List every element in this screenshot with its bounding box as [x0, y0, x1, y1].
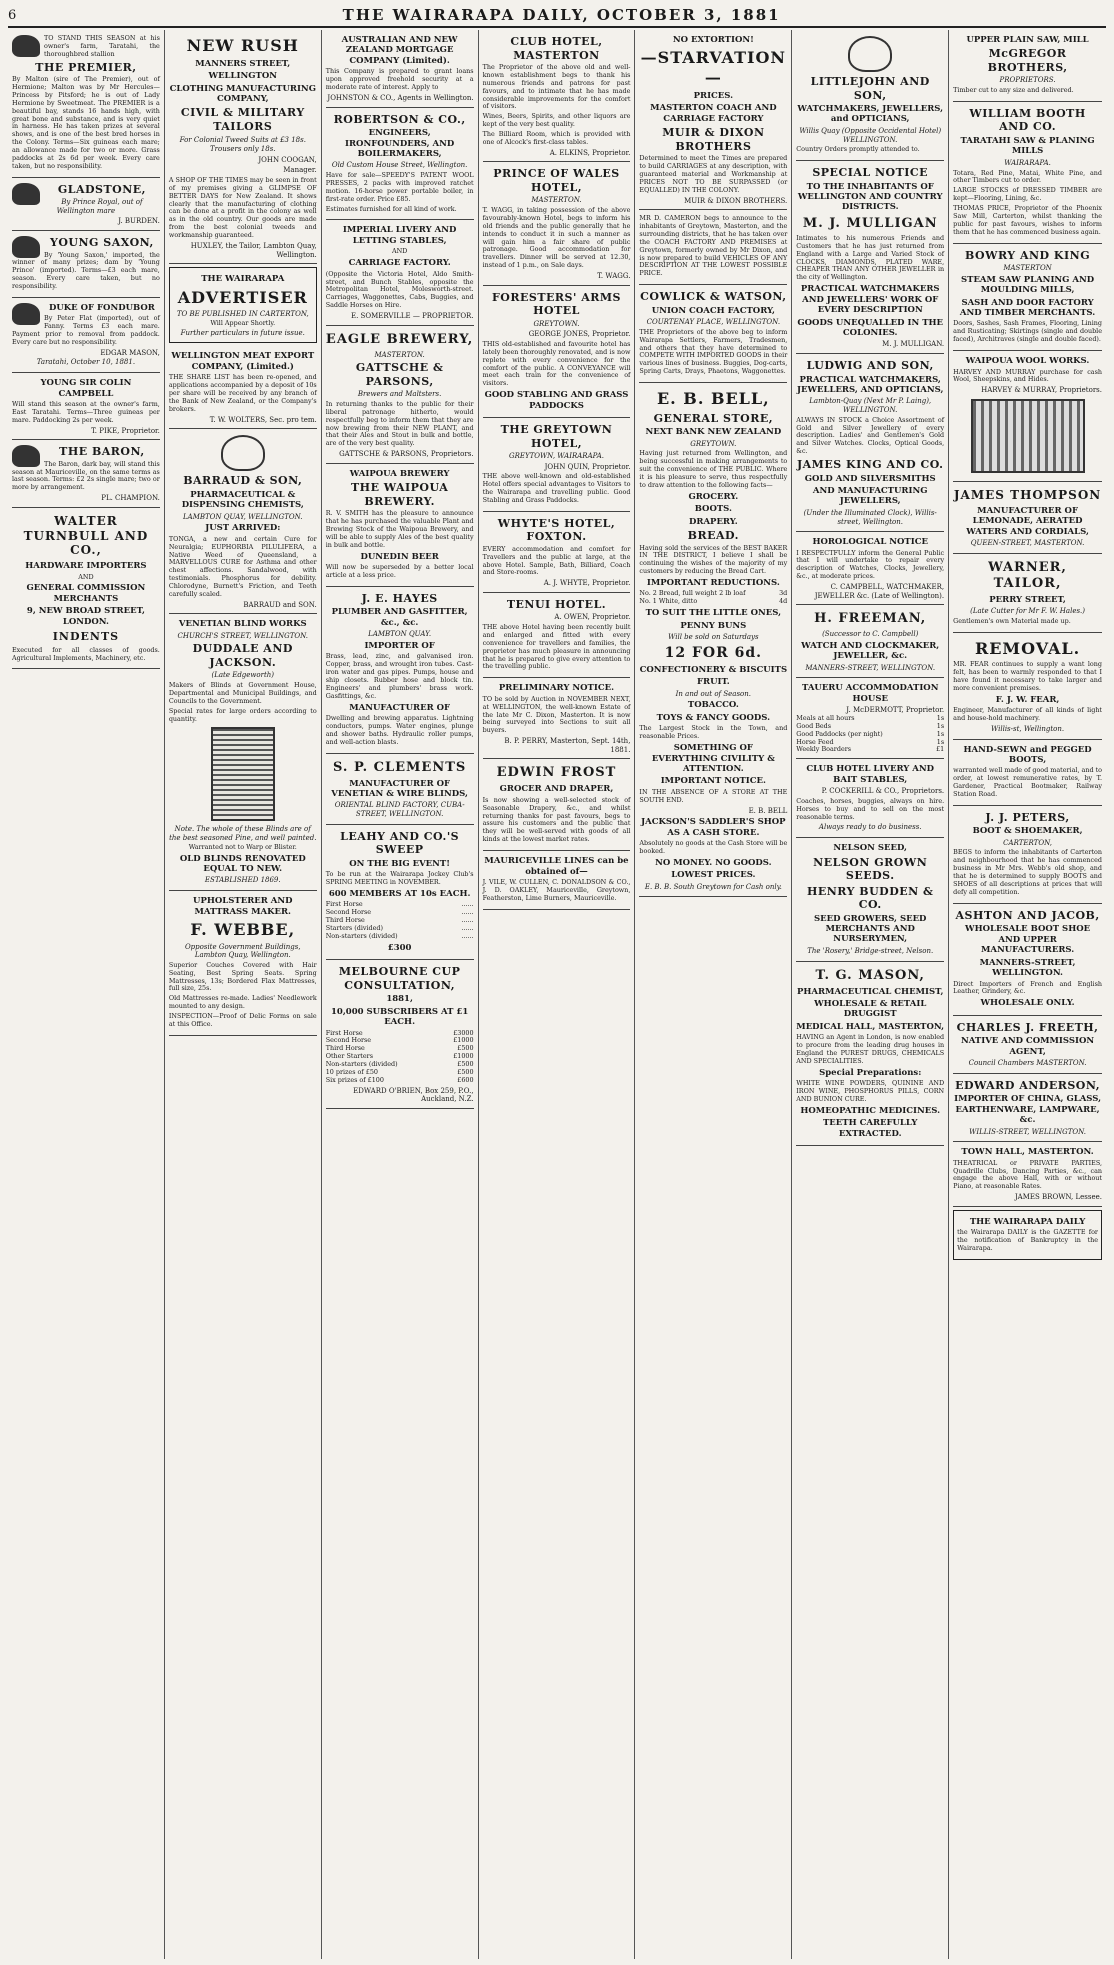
- horse-icon: [12, 445, 40, 467]
- ad-robertson: ROBERTSON & CO., ENGINEERS, IRONFOUNDERS, AND BOILERMAKERS, Old Custom House Street, Wellington. Have for sale—SPEEDY'S PATENT WOOL PRESSES, 2 packs with improved ratchet motion. 16-horse power portable boiler, in first-rate order. Price £85. Estimates furnished for all kind of work.: [326, 108, 474, 221]
- ad-ashton-jacob: ASHTON AND JACOB, WHOLESALE BOOT SHOE AND UPPER MANUFACTURERS. MANNERS-STREET, WELLINGTON. Direct Importers of French and English Leather, Grindery, &c. WHOLESALE ONLY.: [953, 904, 1102, 1016]
- horse-icon: [12, 35, 40, 57]
- ad-prince-of-wales-hotel: PRINCE OF WALES HOTEL, MASTERTON. T. WAGG, in taking possession of the above favourably-known Hotel, begs to inform his old friends and the public generally that he intends to conduct it in such a manner as will gain him a fair share of public patronage. Good accommodation for travellers. Dinner will be served at 12.30, instead of 1 p.m., on Sale days. T. WAGG.: [483, 162, 631, 285]
- prize-row: Second Horse ......: [325, 908, 474, 917]
- ad-cameron-coach: MR D. CAMERON begs to announce to the inhabitants of Greytown, Masterton, and the surrounding districts, that he has taken over the COACH FACTORY AND PREMISES at Greytown, formerly owned by Mr Dixon, and is now prepared to build VEHICLES OF ANY DESCRIPTION AT THE LOWEST POSSIBLE PRICE.: [639, 210, 787, 285]
- machinery-illustration: [971, 399, 1085, 473]
- ad-advertiser: THE WAIRARAPA ADVERTISER TO BE PUBLISHED IN CARTERTON, Will Appear Shortly. Further particulars in future issue.: [169, 267, 317, 343]
- price-row: Horse Feed 1s: [796, 737, 945, 746]
- column-6: [792, 30, 949, 1959]
- prize-row: Third Horse ......: [325, 916, 474, 925]
- horse-icon: [12, 303, 40, 325]
- ad-waipoua-brewery: WAIPOUA BREWERY THE WAIPOUA BREWERY. R. V. SMITH has the pleasure to announce that he has purchased the valuable Plant and Brewing Stock of the Waipoua Brewery, and will be able to supply Ales of the best quality in bulk and bottle. DUNEDIN BEER Will now be superseded by a better local article at a less price.: [326, 464, 474, 587]
- ad-ludwig: LUDWIG AND SON, PRACTICAL WATCHMAKERS, JEWELLERS, AND OPTICIANS, Lambton-Quay (Next Mr P. Laing), WELLINGTON. ALWAYS IN STOCK a Choice Assortment of Gold and Silver Jewellery of every description. Ladies' and Gentlemen's Gold and Silver Watches. Clocks, Optical Goods, &c. JAMES KING AND CO. GOLD AND SILVERSMITHS AND MANUFACTURING JEWELLERS, (Under the Illuminated Clock), Willis-street, Wellington.: [796, 354, 944, 532]
- ad-mason-chemist: T. G. MASON, PHARMACEUTICAL CHEMIST, WHOLESALE & RETAIL DRUGGIST MEDICAL HALL, MASTERTON, HAVING an Agent in London, is now enabled to procure from the leading drug houses in England the PUREST DRUGS, CHEMICALS AND SPECIALITIES. Special Preparations: WHITE WINE POWDERS, QUININE AND IRON WINE, PHOSPHORUS PILLS, CORN AND BUNION CURE. HOMEOPATHIC MEDICINES. TEETH CAREFULLY EXTRACTED.: [796, 962, 944, 1147]
- ad-freeth: CHARLES J. FREETH, NATIVE AND COMMISSION AGENT, Council Chambers MASTERTON.: [953, 1016, 1102, 1074]
- ad-william-booth: WILLIAM BOOTH AND CO. TARATAHI SAW & PLANING MILLS WAIRARAPA. Totara, Red Pine, Matai, White Pine, and other Timbers cut to order. LARGE STOCKS of DRESSED TIMBER are kept—Flooring, Lining, &c. THOMAS PRICE, Proprietor of the Phoenix Saw Mill, Carterton, whilst thanking the public for past favours, wishes to inform them that he has commenced business again.: [953, 102, 1102, 244]
- price-row: No. 1 White, ditto 4d: [639, 597, 788, 606]
- ad-preliminary-notice: PRELIMINARY NOTICE. TO be sold by Auction in NOVEMBER NEXT, at WELLINGTON, the well-known Estate of the late Mr C. Dixon, Masterton. It is now being surveyed into Sections to suit all buyers. B. P. PERRY, Masterton, Sept. 14th, 1881.: [483, 678, 631, 759]
- ad-baron: THE BARON, The Baron, dark bay, will stand this season at Mauriceville, on the same terms as last season. Terms: £2 2s single mare; two or more by arrangement. PL. CHAMPION.: [12, 440, 160, 508]
- ad-cowlick-watson: COWLICK & WATSON, UNION COACH FACTORY, COURTENAY PLACE, WELLINGTON. THE Proprietors of the above beg to inform Wairarapa Settlers, Farmers, Tradesmen, and others that they have determined to COMPETE WITH IMPORTED GOODS in their various lines of business. Buggies, Dog-carts, Spring Carts, Drays, Phaetons, Waggonettes.: [639, 285, 787, 383]
- page-number: 6: [8, 7, 18, 23]
- ad-anderson: EDWARD ANDERSON, IMPORTER OF CHINA, GLASS, EARTHENWARE, LAMPWARE, &c. WILLIS-STREET, WELLINGTON.: [953, 1074, 1102, 1142]
- ad-meat-export: WELLINGTON MEAT EXPORT COMPANY, (Limited.) THE SHARE LIST has been re-opened, and applications accompanied by a deposit of 10s per share will be received by any branch of the Bank of New Zealand, or the Company's brokers. T. W. WOLTERS, Sec. pro tem.: [169, 346, 317, 429]
- ad-eagle-brewery: EAGLE BREWERY, MASTERTON. GATTSCHE & PARSONS, Brewers and Maltsters. In returning thanks to the public for their liberal patronage hitherto, would respectfully beg to inform them that they are now brewing from their NEW PLANT, and that their Ales and Stout in bulk and bottle, are of the very best quality. GATTSCHE & PARSONS, Proprietors.: [326, 326, 474, 464]
- ad-new-rush: NEW RUSH MANNERS STREET, WELLINGTON CLOTHING MANUFACTURING COMPANY, CIVIL & MILITARY TAILORS For Colonial Tweed Suits at £3 18s. Trousers only 18s. JOHN COOGAN, Manager. A SHOP OF THE TIMES may be seen in front of my premises giving a GLIMPSE OF BETTER DAYS for New Zealand. It shows clearly that the manufacturing of clothing can be done at a profit in the colony as well as in the old country. Our goods are made from the best colonial tweeds and workmanship guaranteed. HUXLEY, the Tailor, Lambton Quay, Wellington.: [169, 30, 317, 264]
- ad-young-saxon: YOUNG SAXON, By 'Young Saxon,' imported, the winner of many prizes; dam by 'Young Prince' (imported). Terms—£3 each mare, season. Every care taken, but no responsibility.: [12, 231, 160, 298]
- column-2: [165, 30, 322, 1959]
- price-row: No. 2 Bread, full weight 2 lb loaf 3d: [639, 589, 788, 598]
- ad-duke: DUKE OF FONDUBOR By Peter Flat (imported), out of Fanny. Terms £3 each mare. Payment prior to removal from paddock. Every care but no responsibility. EDGAR MASON, Taratahi, October 10, 1881.: [12, 298, 160, 373]
- ad-venetian-blinds: VENETIAN BLIND WORKS CHURCH'S STREET, WELLINGTON. DUDDALE AND JACKSON. (Late Edgeworth) Makers of Blinds at Government House, Departmental and Municipal Buildings, and Councils to the Government. Special rates for large orders according to quantity. Note. The whole of these Blinds are of the best seasoned Pine, and well painted. Warranted not to Warp or Blister. OLD BLINDS RENOVATED EQUAL TO NEW. ESTABLISHED 1869.: [169, 614, 317, 891]
- royal-coat-of-arms-icon: [221, 435, 265, 471]
- prize-row: Third Horse £500: [325, 1044, 474, 1053]
- ad-club-hotel: CLUB HOTEL, MASTERTON The Proprietor of the above old and well-known establishment begs to thank his numerous friends and patrons for past favours, and to intimate that he has made considerable improvements for the comfort of visitors. Wines, Beers, Spirits, and other liquors are kept of the very best quality. The Billiard Room, which is provided with one of Alcock's first-class tables. A. ELKINS, Proprietor.: [483, 30, 631, 162]
- price-row: Weekly Boarders £1: [796, 745, 945, 754]
- ad-bowry-king: BOWRY AND KING MASTERTON STEAM SAW PLANING AND MOULDING MILLS, SASH AND DOOR FACTORY AND TIMBER MERCHANTS. Doors, Sashes, Sash Frames, Flooring, Lining and Rusticating; Skirtings (single and double faced), Architraves (single and double faced).: [953, 244, 1102, 352]
- ad-whytes-hotel: WHYTE'S HOTEL, FOXTON. EVERY accommodation and comfort for Travellers and the public at large, at the above Hotel. Sample, Bath, Billiard, Coach and Store-rooms. A. J. WHYTE, Proprietor.: [483, 512, 631, 593]
- prize-row: Six prizes of £100 £600: [325, 1075, 474, 1084]
- prize-row: First Horse ......: [325, 900, 474, 909]
- ad-edwin-frost: EDWIN FROST GROCER AND DRAPER, Is now showing a well-selected stock of Seasonable Drapery, &c., and whilst returning thanks for past favours, begs to assure his customers and the public that they will be well-served with goods of all kinds at the lowest market rates.: [483, 759, 631, 851]
- column-1: [8, 30, 165, 1959]
- price-row: Good Paddocks (per night) 1s: [796, 729, 945, 738]
- ad-nelson-seeds: NELSON SEED, NELSON GROWN SEEDS. HENRY BUDDEN & CO. SEED GROWERS, SEED MERCHANTS AND NURSERYMEN, The 'Rosery,' Bridge-street, Nelson.: [796, 838, 944, 961]
- ad-club-livery: CLUB HOTEL LIVERY AND BAIT STABLES, P. COCKERILL & CO., Proprietors. Coaches, horses, buggies, always on hire. Horses to buy and to sell on the most reasonable terms. Always ready to do business.: [796, 759, 944, 838]
- ad-barraud: BARRAUD & SON, PHARMACEUTICAL & DISPENSING CHEMISTS, LAMBTON QUAY, WELLINGTON. JUST ARRIVED: TONGA, a new and certain Cure for Neuralgia; EUPHORBIA PILULIFERA, a Native Weed of Queensland, a MARVELLOUS CURE for Asthma and other chest affections. Sandalwood, with testimonials. Phosphorus for debility. Chlorodyne, Burnett's Friction, and Teeth carefully scaled. BARRAUD and SON.: [169, 429, 317, 614]
- ad-melbourne-cup: MELBOURNE CUP CONSULTATION, 1881, 10,000 SUBSCRIBERS AT £1 EACH. First Horse £3000 Second Horse £1000 Third Horse £500 Other Starters £1000 Non-starters (divided) £500 10 prizes of £50 £500 Six prizes of £100 £600 EDWARD O'BRIEN, Box 259, P.O., Auckland, N.Z.: [326, 960, 474, 1109]
- venetian-blind-illustration: [211, 727, 275, 821]
- ad-imperial-livery: IMPERIAL LIVERY AND LETTING STABLES, AND CARRIAGE FACTORY. (Opposite the Victoria Hotel, Aldo Smith-street, and Bunch Stables, opposite the Metropolitan Hotel, Molesworth-street. Carriages, Waggonettes, Cabs, Buggies, and Saddle Horses on Hire. E. SOMERVILLE — PROPRIETOR.: [326, 220, 474, 325]
- prize-row: Second Horse £1000: [325, 1036, 474, 1045]
- ad-freeman: H. FREEMAN, (Successor to C. Campbell) WATCH AND CLOCKMAKER, JEWELLER, &c. MANNERS-STREET, WELLINGTON.: [796, 605, 944, 678]
- prize-row: 10 prizes of £50 £500: [325, 1067, 474, 1076]
- ad-eb-bell: E. B. BELL, GENERAL STORE, NEXT BANK NEW ZEALAND GREYTOWN. Having just returned from Wellington, and being successful in making arrangements to suit the convenience of THE PUBLIC. Where it is his pleasure to serve, thus respectfully to draw attention to the following facts— GROCERY. BOOTS. DRAPERY. BREAD. Having sold the services of the BEST BAKER IN THE DISTRICT, I believe I shall be continuing the wishes of the majority of my customers by reducing the Bread Cart. IMPORTANT REDUCTIONS. No. 2 Bread, full weight 2 lb loaf 3d No. 1 White, ditto 4d TO SUIT THE LITTLE ONES, PENNY BUNS Will be sold on Saturdays 12 FOR 6d. CONFECTIONERY & BISCUITS FRUIT. In and out of Season. TOBACCO. TOYS & FANCY GOODS. The Largest Stock in the Town, and reasonable Prices. SOMETHING OF EVERYTHING CIVILITY & ATTENTION. IMPORTANT NOTICE. IN THE ABSENCE OF A STORE AT THE SOUTH END. E. B. BELL JACKSON'S SADDLER'S SHOP AS A CASH STORE. Absolutely no goods at the Cash Store will be booked. NO MONEY. NO GOODS. LOWEST PRICES. E. B. B. South Greytown for Cash only.: [639, 383, 787, 897]
- prize-row: Non-starters (divided) £500: [325, 1060, 474, 1069]
- prize-row: Non-starters (divided) ......: [325, 931, 474, 940]
- price-row: Meals at all hours 1s: [796, 713, 945, 722]
- ad-leahy-sweep: LEAHY AND CO.'S SWEEP ON THE BIG EVENT! To be run at the Wairarapa Jockey Club's SPRING MEETING in NOVEMBER. 600 MEMBERS AT 10s EACH. First Horse ...... Second Horse ...... Third Horse ...... Starters (divided) ...... Non-starters (divided) ...... £300: [326, 825, 474, 961]
- ad-hand-sewn-boots: HAND-SEWN and PEGGED BOOTS, warranted well made of good material, and to order, at lowest remunerative rates, by T. Gardener, Practical Bootmaker, Railway Station Road.: [953, 740, 1102, 806]
- ad-taueru: TAUERU ACCOMMODATION HOUSE J. McDERMOTT, Proprietor. Meals at all hours 1s Good Beds 1s Good Paddocks (per night) 1s Horse Feed 1s Weekly Boarders £1: [796, 678, 944, 759]
- ad-walter-turnbull: WALTER TURNBULL AND CO., HARDWARE IMPORTERS AND GENERAL COMMISSION MERCHANTS 9, NEW BROAD STREET, LONDON. INDENTS Executed for all classes of goods. Agricultural Implements, Machinery, etc.: [12, 508, 160, 670]
- ad-greytown-hotel: THE GREYTOWN HOTEL, GREYTOWN, WAIRARAPA. JOHN QUIN, Proprietor. THE above well-known and old-established Hotel offers special advantages to Visitors to the Wairarapa and travelling public. Good Stabling and Grass Paddocks.: [483, 418, 631, 512]
- column-4: [479, 30, 636, 1959]
- column-3: [322, 30, 479, 1959]
- royal-coat-of-arms-icon: [848, 36, 892, 72]
- ad-peters-bootmaker: J. J. PETERS, BOOT & SHOEMAKER, CARTERTON, BEGS to inform the inhabitants of Carterton and neighbourhood that he has commenced business in Mr Mrs. Webb's old shop, and that he is determined to supply BOOTS and SHOES of all descriptions at prices that will defy all competition.: [953, 806, 1102, 904]
- ad-waipoua-wool: WAIPOUA WOOL WORKS. HARVEY AND MURRAY purchase for cash Wool, Sheepskins, and Hides. HARVEY & MURRAY, Proprietors.: [953, 351, 1102, 482]
- ad-upper-plain: UPPER PLAIN SAW, MILL McGREGOR BROTHERS, PROPRIETORS. Timber cut to any size and delivered.: [953, 30, 1102, 102]
- ad-james-thompson: JAMES THOMPSON MANUFACTURER OF LEMONADE, AERATED WATERS AND CORDIALS, QUEEN-STREET, MASTERTON.: [953, 482, 1102, 554]
- ad-webbe: UPHOLSTERER AND MATTRASS MAKER. F. WEBBE, Opposite Government Buildings, Lambton Quay, Wellington. Superior Couches Covered with Hair Seating, Best Spring Seats. Spring Mattresses, 13s; Bordered Flax Mattresses, full size, 25s. Old Mattresses re-made. Ladies' Needlework mounted to any design. INSPECTION—Proof of Delic Forms on sale at this Office.: [169, 891, 317, 1036]
- ad-mortgage-company: AUSTRALIAN AND NEW ZEALAND MORTGAGE COMPANY (Limited). This Company is prepared to grant loans upon approved freehold security at a moderate rate of interest. Apply to JOHNSTON & CO., Agents in Wellington.: [326, 30, 474, 108]
- sweep-prize-list: [326, 901, 474, 940]
- ad-hayes-plumber: J. E. HAYES PLUMBER AND GASFITTER, &c., &c. LAMBTON QUAY. IMPORTER OF Brass, lead, zinc, and galvanised iron. Copper, brass, and wrought iron tubes. Cast-iron water and gas pipes. Pumps, house and ship closets. Rubber hose and block tin. Engineers' and plumbers' brass work. Gasfittings, &c. MANUFACTURER OF Dwelling and brewing apparatus. Lightning conductors, pumps. Water engines, plunge and shower baths. Hydraulic roller pumps, and well-action blasts.: [326, 587, 474, 754]
- ad-mulligan: SPECIAL NOTICE TO THE INHABITANTS OF WELLINGTON AND COUNTRY DISTRICTS. M. J. MULLIGAN Intimates to his numerous Friends and Customers that he has just returned from England with a Large and Varied Stock of CLOCKS, DIAMONDS, PLATED WARE, CHEAPER THAN ANY OTHER JEWELLER in the city of Wellington. PRACTICAL WATCHMAKERS AND JEWELLERS' WORK OF EVERY DESCRIPTION GOODS UNEQUALLED IN THE COLONIES. M. J. MULLIGAN.: [796, 161, 944, 354]
- prize-row: Other Starters £1000: [325, 1052, 474, 1061]
- ad-clements: S. P. CLEMENTS MANUFACTURER OF VENETIAN & WIRE BLINDS, ORIENTAL BLIND FACTORY, CUBA-STREET, WELLINGTON.: [326, 754, 474, 825]
- column-5: [635, 30, 792, 1959]
- bread-price-list: [639, 590, 787, 606]
- prize-row: Starters (divided) ......: [325, 923, 474, 932]
- price-row: Good Beds 1s: [796, 721, 945, 730]
- ad-wairarapa-daily: THE WAIRARAPA DAILY the Wairarapa DAILY is the GAZETTE for the notification of Bankruptcy in the Wairarapa.: [953, 1210, 1102, 1260]
- horse-icon: [12, 236, 40, 258]
- ad-gladstone: GLADSTONE, By Prince Royal, out of Wellington mare J. BURDEN.: [12, 178, 160, 231]
- ad-young-colin: YOUNG SIR COLIN CAMPBELL Will stand this season at the owner's farm, East Taratahi. Terms—Three guineas per mare. Paddocking 2s per week. T. PIKE, Proprietor.: [12, 373, 160, 440]
- masthead: [8, 4, 1106, 28]
- ad-premier: TO STAND THIS SEASON at his owner's farm, Taratahi, the thoroughbred stallion THE PREMIER, By Malton (sire of The Premier), out of Hermione; Malton was by Mr Hercules—Princess by Pitsford; he is out of Lady Hermione by Sweetmeat. The PREMIER is a beautiful bay, stands 16 hands high, with great bone and substance, and is very quiet in harness. He has taken prizes at several shows, and is one of the best bred horses in the Colony. Terms—Six guineas each mare; an allowance made for two or more. Grass paddocks at 2s 6d per week. Every care taken, but no responsibility.: [12, 30, 160, 178]
- ad-foresters-arms: FORESTERS' ARMS HOTEL GREYTOWN. GEORGE JONES, Proprietor. THIS old-established and favourite hotel has lately been thoroughly renovated, and is now replete with every convenience for the comfort of the public. A CONVEYANCE will meet each train for the convenience of visitors. GOOD STABLING AND GRASS PADDOCKS: [483, 286, 631, 418]
- column-7: [949, 30, 1106, 1959]
- ad-town-hall: TOWN HALL, MASTERTON. THEATRICAL or PRIVATE PARTIES, Quadrille Clubs, Dancing Parties, &c., can engage the above Hall, with or without Piano, at reasonable Rates. JAMES BROWN, Lessee.: [953, 1142, 1102, 1207]
- ad-horological: HOROLOGICAL NOTICE I RESPECTFULLY inform the General Public that I will undertake to repair every description of Watches, Clocks, Jewellery, &c., at moderate prices. C. CAMPBELL, WATCHMAKER, JEWELLER &c. (Late of Wellington).: [796, 532, 944, 605]
- ad-tenui-hotel: TENUI HOTEL. A. OWEN, Proprietor. THE above Hotel having been recently built and enlarged and fitted with every convenience for travellers and families, the proprietor has much pleasure in announcing that he is prepared to give every attention to the travelling public.: [483, 593, 631, 678]
- ad-littlejohn: LITTLEJOHN AND SON, WATCHMAKERS, JEWELLERS, and OPTICIANS, Willis Quay (Opposite Occidental Hotel) WELLINGTON. Country Orders promptly attended to.: [796, 30, 944, 161]
- horse-icon: [12, 183, 40, 205]
- ad-no-extortion: NO EXTORTION! —STARVATION— PRICES. MASTERTON COACH AND CARRIAGE FACTORY MUIR & DIXON BROTHERS Determined to meet the Times are prepared to build CARRIAGES at any description, with guaranteed material and Workmanship at PRICES NOT TO BE SURPASSED (or EQUALLED) IN THE COLONY. MUIR & DIXON BROTHERS.: [639, 30, 787, 210]
- newspaper-title: THE WAIRARAPA DAILY, OCTOBER 3, 1881: [342, 6, 781, 24]
- ad-warner-tailor: WARNER, TAILOR, PERRY STREET, (Late Cutter for Mr F. W. Hales.) Gentlemen's own Material made up.: [953, 554, 1102, 633]
- ad-removal: REMOVAL. MR. FEAR continues to supply a want long felt, has been to warmly responded to that I have found it necessary to take larger and more convenient premises. F. J. W. FEAR, Engineer, Manufacturer of all kinds of light and house-hold machinery. Willis-st, Wellington.: [953, 633, 1102, 740]
- melbourne-prize-list: [326, 1030, 474, 1085]
- prize-row: First Horse £3000: [325, 1028, 474, 1037]
- taueru-price-list: [796, 715, 944, 754]
- ad-mauriceville-lime: MAURICEVILLE LINES can be obtained of— J. VILE, W. CULLEN, C. DONALDSON & CO., J. D. OAKLEY, Mauriceville, Greytown, Featherston, Lime Burners, Mauriceville.: [483, 851, 631, 910]
- columns: [8, 30, 1106, 1959]
- ad-heading: THE PREMIER,: [35, 60, 137, 74]
